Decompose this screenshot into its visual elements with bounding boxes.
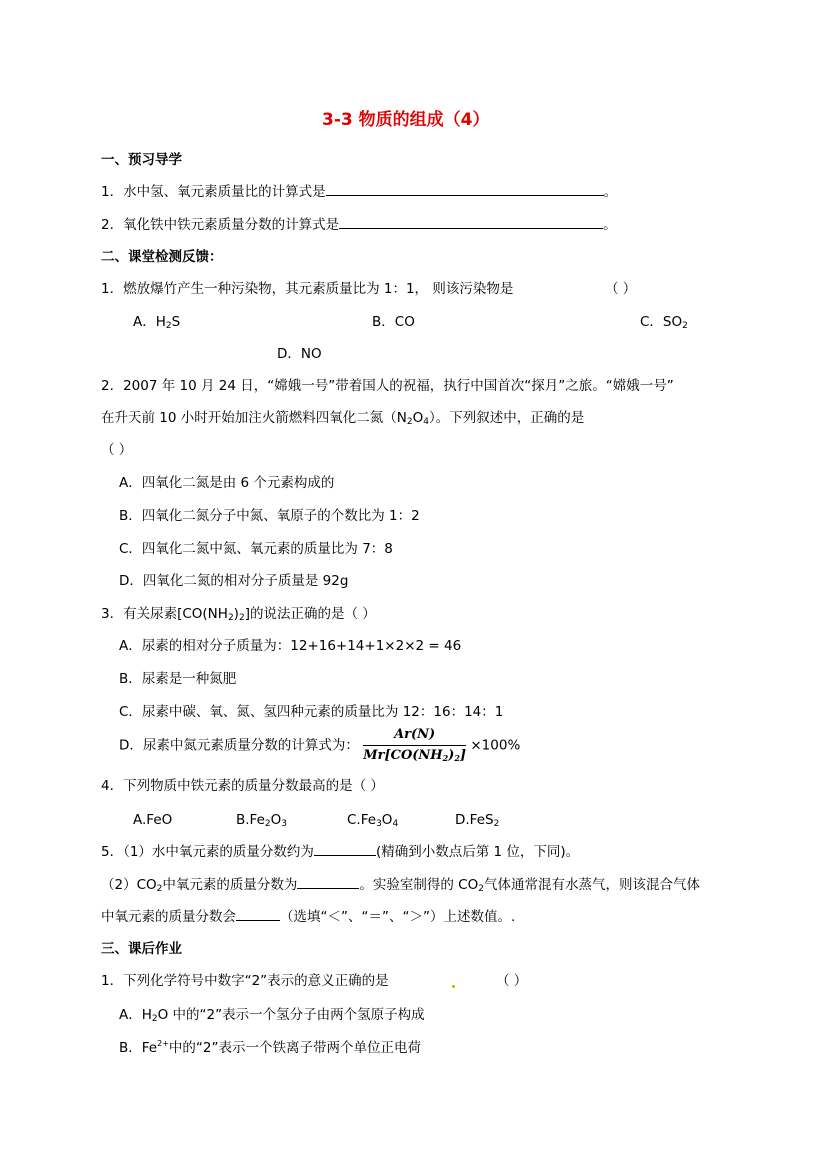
s2-q2-line2 [101,409,728,427]
s2-q5-line1 [101,842,579,861]
s2-q2-line1: 2．2007 年 10 月 24 日，“嫦娥一号”带着国人的祝福，执行中国首次“探月”之旅。“嫦娥一号” [101,378,674,394]
s2-q2-l2-sub1: 2 [406,417,413,427]
s2-q3-option-c: C．尿素中碳、氧、氮、氢四种元素的质量比为 12：16：14：1 [119,704,504,720]
s2-q2-option-a: A．四氧化二氮是由 6 个元素构成的 [119,475,335,491]
s2-q3-option-d [119,727,520,764]
s3-q1-option-a [119,1006,425,1024]
s2-q3-option-a: A．尿素的相对分子质量为：12+16+14+1×2×2 = 46 [119,638,462,654]
s2-q4-option-b [236,811,287,829]
s2-q2-l2-post: ）。下列叙述中，正确的是 [428,410,585,426]
s2-q4-c-pre: C.Fe [347,812,377,828]
s2-q4-b-mid: O [270,812,282,828]
den-pre: Mr[CO(NH [363,748,443,763]
s2-q5-l1-post: (精确到小数点后第 1 位，下同)。 [375,844,580,860]
s2-q3-option-b: B．尿素是一种氮肥 [119,671,237,687]
s2-q3-stem-pre: 3．有关尿素[CO(NH [101,606,228,622]
s2-q5-blank-1[interactable] [314,842,376,856]
s2-q4-stem: 4．下列物质中铁元素的质量分数最高的是（ ） [101,778,384,794]
s2-q1-option-b: B．CO [372,314,415,330]
s2-q5-blank-3[interactable] [236,907,280,921]
s2-q2-line3: （ ） [101,442,133,458]
s3-q1-option-b [119,1039,421,1057]
s2-q5-l2-pre: （2）CO [101,877,157,893]
s2-q1-a-pre: A．H [133,314,166,330]
s2-q4-option-a: A.FeO [133,812,173,828]
s3-q1-b-sup: 2+ [157,1039,169,1048]
s1-question-2 [101,215,617,234]
s2-q3-d-pre: D．尿素中氮元素质量分数的计算式为： [119,737,359,754]
s3-q1-a-sub: 2 [151,1014,158,1024]
s2-q4-c-sub1: 3 [376,819,382,829]
s2-q1-paren: （ ） [605,281,637,297]
s2-q2-option-c: C．四氧化二氮中氮、氧元素的质量比为 7：8 [119,541,393,557]
s3-q1-a-post: O 中的“2”表示一个氢分子由两个氢原子构成 [157,1007,425,1023]
s2-q5-l2-post: 气体通常混有水蒸气，则该混合气体 [483,877,700,893]
s2-q1-option-a [133,313,180,331]
s2-q5-line2 [101,875,700,894]
section3-heading: 三、课后作业 [101,941,182,957]
section1-heading: 一、预习导学 [101,152,182,168]
s2-q3-d-post: ×100% [470,737,521,754]
decorative-dot [452,985,455,988]
s2-q1-option-c [640,313,688,331]
page-title: 3-3 物质的组成（4） [322,110,490,130]
s2-q1-c-sub: 2 [682,321,688,331]
s2-q1-c-pre: C．SO [640,314,683,330]
s2-q1-option-d: D．NO [277,346,322,362]
s2-q2-l2-pre: 在升天前 10 小时开始加注火箭燃料四氧化二氮（N [101,410,407,426]
s2-q4-b-sub2: 3 [281,819,287,829]
s1-q1-end: 。 [603,184,618,200]
s3-q1-b-post: 中的“2”表示一个铁离子带两个单位正电荷 [168,1040,421,1056]
s3-q1-a-pre: A．H [119,1007,152,1023]
s2-q4-d-pre: D.FeS [455,812,494,828]
s2-q5-l2-mid: 中氧元素的质量分数为 [162,877,298,893]
s2-q5-l2-sub: 2 [156,884,163,894]
s3-q1-stem: 1．下列化学符号中数字“2”表示的意义正确的是 [101,973,389,989]
nitrogen-fraction-formula [363,727,466,764]
s2-q2-l2-mid: O [412,410,424,426]
s2-q5-l1-pre: 5．（1）水中氧元素的质量分数约为 [101,844,314,860]
fraction-denominator [363,746,466,764]
s2-q4-b-pre: B.Fe [236,812,265,828]
s2-q5-line3 [101,907,515,926]
den-end: ] [459,748,467,763]
s2-q1-stem: 1．燃放爆竹产生一种污染物，其元素质量比为 1：1， 则该污染物是 [101,281,514,297]
s2-q1-a-sub: 2 [165,321,172,331]
den-sub: 2 [442,753,449,763]
s2-q3-stem [101,605,376,623]
s2-q5-l3-post: （选填“＜”、“＝”、“＞”）上述数值。. [280,909,516,925]
s2-q2-option-d: D．四氧化二氮的相对分子质量是 92g [119,573,349,589]
section2-heading: 二、课堂检测反馈： [101,249,223,265]
s1-question-1 [101,182,617,201]
s2-q4-d-sub: 2 [493,819,500,829]
s3-q1-b-pre: B．Fe [119,1040,158,1056]
s2-q4-option-d [455,811,499,829]
s3-q1-paren: （ ） [496,973,528,989]
s2-q4-c-sub2: 4 [392,819,399,829]
s2-q4-c-mid: O [381,812,393,828]
s2-q4-b-sub1: 2 [264,819,271,829]
s2-q5-l3-pre: 中氧元素的质量分数会 [101,909,236,925]
s2-q2-l2-sub2: 4 [423,417,429,427]
s2-q5-l2-sub2: 2 [478,884,484,894]
s2-q3-stem-post: ]的说法正确的是（ ） [244,606,376,622]
s2-q3-stem-sub: 2 [227,613,234,623]
den-post: ) [448,748,455,763]
s2-q5-blank-2[interactable] [297,875,359,889]
s2-q5-l2-mid2: 。实验室制得的 CO [359,877,479,893]
s1-q1-answer-blank[interactable] [326,182,604,196]
s2-q3-stem-sub2: 2 [238,613,245,623]
s1-q2-text: 2．氧化铁中铁元素质量分数的计算式是 [101,217,340,233]
s2-q1-a-post: S [171,314,181,330]
fraction-numerator: Ar(N) [363,727,466,746]
s1-q2-answer-blank[interactable] [339,215,603,229]
s1-q1-text: 1．水中氢、氧元素质量比的计算式是 [101,184,326,200]
s2-q3-stem-mid: ) [233,606,239,622]
s1-q2-end: 。 [603,217,617,233]
s2-q4-option-c [347,811,398,829]
den-sub2: 2 [454,753,460,763]
s2-q2-option-b: B．四氧化二氮分子中氮、氧原子的个数比为 1：2 [119,508,420,524]
